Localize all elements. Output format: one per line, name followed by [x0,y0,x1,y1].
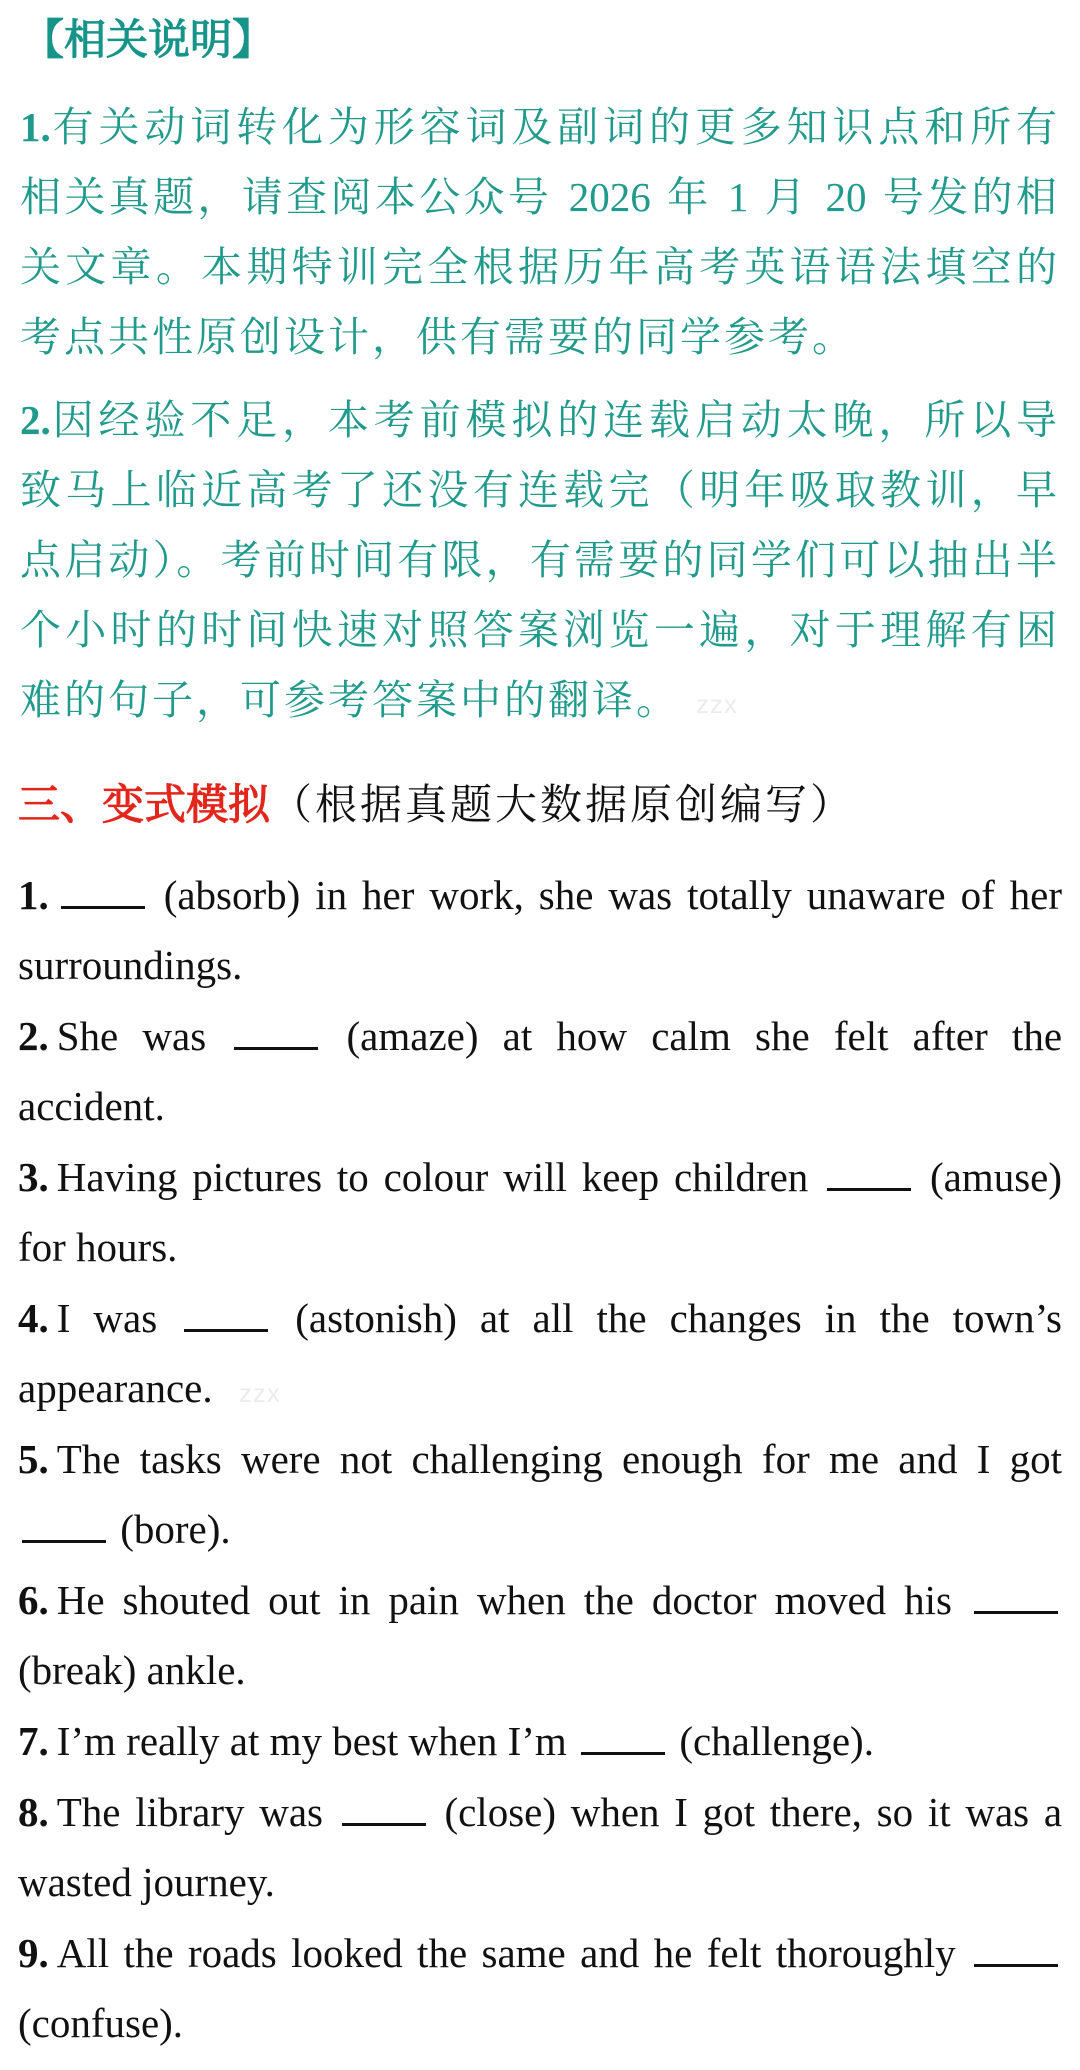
question-3 [18,1142,1062,1282]
question-1 [18,860,1062,1000]
question-text-after: (amuse) for hours. [18,1154,1063,1270]
question-number: 2. [18,1013,49,1059]
question-text-before: The library was [56,1789,323,1835]
question-2 [18,1001,1062,1141]
question-text-before: The tasks were not challenging enough for me and I got [56,1436,1062,1482]
answer-blank[interactable] [974,1934,1058,1967]
note-1-month: 1 [727,174,749,220]
question-number: 8. [18,1789,49,1835]
note-1-text-d: 号发的相关文章。本期特训完全根据历年高考英语语法填空的考点共性原创设计，供有需要的同学参考。 [20,173,1060,361]
question-text-before: I’m really at my best when I’m [56,1718,567,1764]
answer-blank[interactable] [61,876,145,909]
note-2-number: 2. [20,397,51,443]
question-text-before: Having pictures to colour will keep children [56,1154,809,1200]
question-text-after: (confuse). [18,2000,184,2046]
note-1-text-a: 有关动词转化为形容词及副词的更多知识点和所有相关真题，请查阅本公众号 [20,103,1060,221]
answer-blank[interactable] [974,1581,1058,1614]
question-number: 5. [18,1436,49,1482]
question-6 [18,1565,1062,1705]
notes-heading: 【相关说明】 [22,15,275,64]
question-number: 1. [18,872,49,918]
answer-blank[interactable] [342,1793,426,1826]
watermark: zzx [696,688,738,719]
question-5 [18,1424,1062,1564]
question-text-before: All the roads looked the same and he felt thoroughly [56,1930,956,1976]
note-1-text-c: 月 [764,173,810,221]
note-1-text-b: 年 [667,173,712,221]
question-9 [18,1918,1062,2058]
question-text-after: (bore). [120,1506,231,1552]
question-number: 4. [18,1295,49,1341]
note-1-day: 20 [825,174,867,220]
note-1-year: 2026 [568,174,651,220]
question-text-after: (absorb) in her work, she was totally unaware of her surroundings. [18,872,1063,988]
question-7 [18,1706,1062,1776]
answer-blank[interactable] [581,1722,665,1755]
answer-blank[interactable] [234,1017,318,1050]
question-8 [18,1777,1062,1917]
question-text-before: I was [56,1295,158,1341]
question-text-before: He shouted out in pain when the doctor moved his [56,1577,953,1623]
question-4 [18,1283,1062,1428]
section-heading [18,770,855,840]
question-number: 7. [18,1718,49,1764]
answer-blank[interactable] [827,1158,911,1191]
question-number: 6. [18,1577,49,1623]
note-1-number: 1. [20,104,51,150]
section-subtitle: （根据真题大数据原创编写） [270,780,856,829]
question-text-after: (close) when I got there, so it was a wasted journey. [18,1789,1063,1905]
question-text-after: (astonish) at all the changes in the town’s appearance. [18,1295,1063,1411]
answer-blank[interactable] [184,1299,268,1332]
question-text-after: (break) ankle. [18,1647,246,1693]
note-2-text: 因经验不足，本考前模拟的连载启动太晚，所以导致马上临近高考了还没有连载完（明年吸取教训，早点启动）。考前时间有限，有需要的同学们可以抽出半个小时的时间快速对照答案浏览一遍，对于理解有困难的句子，可参考答案中的翻译。 [20,396,1060,724]
answer-blank[interactable] [22,1510,106,1543]
question-text-before: She was [56,1013,207,1059]
question-text-after: (amaze) at how calm she felt after the accident. [18,1013,1063,1129]
question-text-after: (challenge). [679,1718,874,1764]
question-number: 9. [18,1930,49,1976]
note-2 [20,385,1060,739]
note-1 [20,92,1060,372]
watermark: zzx [238,1377,281,1408]
question-number: 3. [18,1154,49,1200]
section-title: 三、变式模拟 [18,780,271,829]
